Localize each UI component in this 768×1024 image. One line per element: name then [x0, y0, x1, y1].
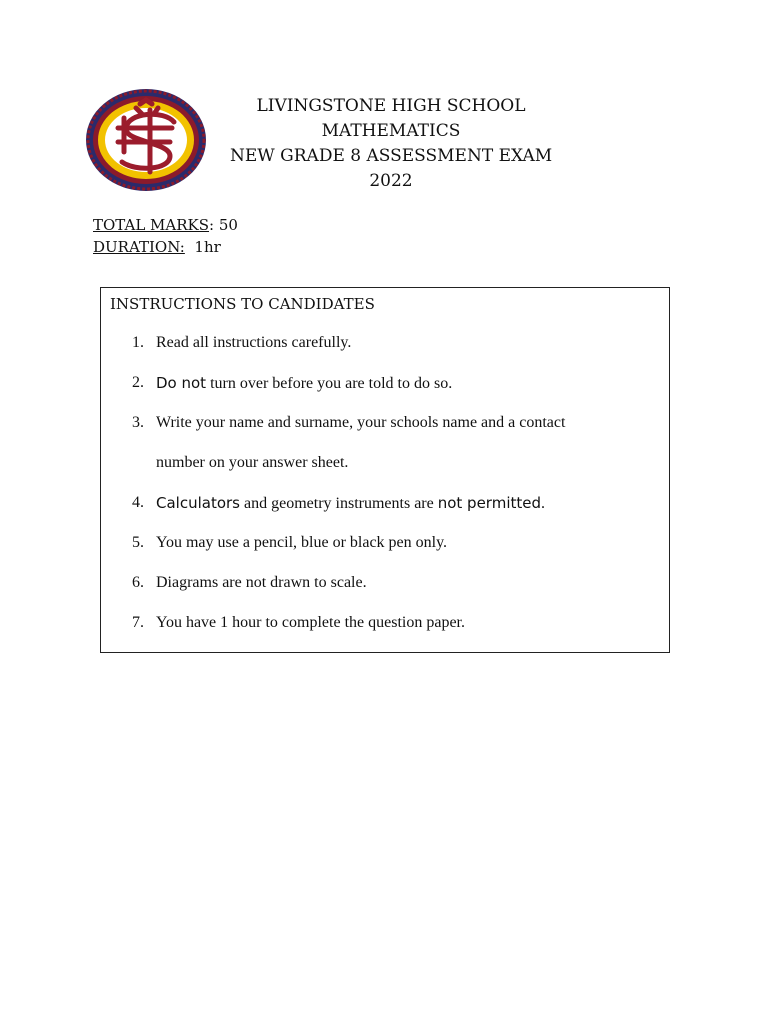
instruction-emphasis: Calculators: [156, 494, 240, 512]
exam-meta: [93, 214, 238, 258]
instruction-number: 5.: [132, 534, 144, 551]
instructions-box: [100, 287, 670, 653]
exam-year: 2022: [369, 171, 413, 191]
instruction-emphasis-2: not permitted: [437, 494, 541, 512]
total-marks-row: [93, 214, 238, 236]
instruction-text: You may use a pencil, blue or black pen only.: [156, 534, 448, 551]
exam-header: [230, 94, 552, 194]
instruction-number: 7.: [132, 614, 144, 631]
school-crest-icon: [84, 88, 212, 192]
instruction-text: You have 1 hour to complete the question paper.: [156, 614, 465, 631]
instruction-number: 6.: [132, 574, 144, 591]
instruction-tail: .: [541, 495, 545, 512]
instruction-number: 1.: [132, 334, 144, 351]
instruction-text: [156, 372, 452, 395]
instruction-text: Diagrams are not drawn to scale.: [156, 574, 367, 591]
instruction-text: Read all instructions carefully.: [156, 334, 352, 351]
instruction-text: Write your name and surname, your schools name and a contact: [156, 414, 566, 431]
total-marks-label: TOTAL MARKS: [93, 216, 210, 234]
subject-name: MATHEMATICS: [321, 121, 461, 141]
instructions-title: INSTRUCTIONS TO CANDIDATES: [110, 295, 375, 313]
duration-row: [93, 236, 238, 258]
instruction-rest: turn over before you are told to do so.: [206, 375, 453, 392]
instruction-number: 4.: [132, 494, 144, 511]
duration-label: DURATION:: [93, 238, 185, 256]
instruction-text-continued: number on your answer sheet.: [156, 454, 349, 471]
instruction-text: [156, 492, 545, 515]
school-name: LIVINGSTONE HIGH SCHOOL: [256, 96, 526, 116]
instruction-number: 3.: [132, 414, 144, 431]
instruction-rest: and geometry instruments are: [240, 495, 438, 512]
school-crest-logo: [84, 88, 212, 192]
total-marks-sep: :: [209, 216, 215, 234]
duration-value: 1hr: [194, 238, 221, 256]
instruction-emphasis: Do not: [156, 374, 207, 392]
exam-title: NEW GRADE 8 ASSESSMENT EXAM: [230, 146, 553, 166]
total-marks-value: 50: [218, 216, 238, 234]
instruction-number: 2.: [132, 374, 144, 391]
